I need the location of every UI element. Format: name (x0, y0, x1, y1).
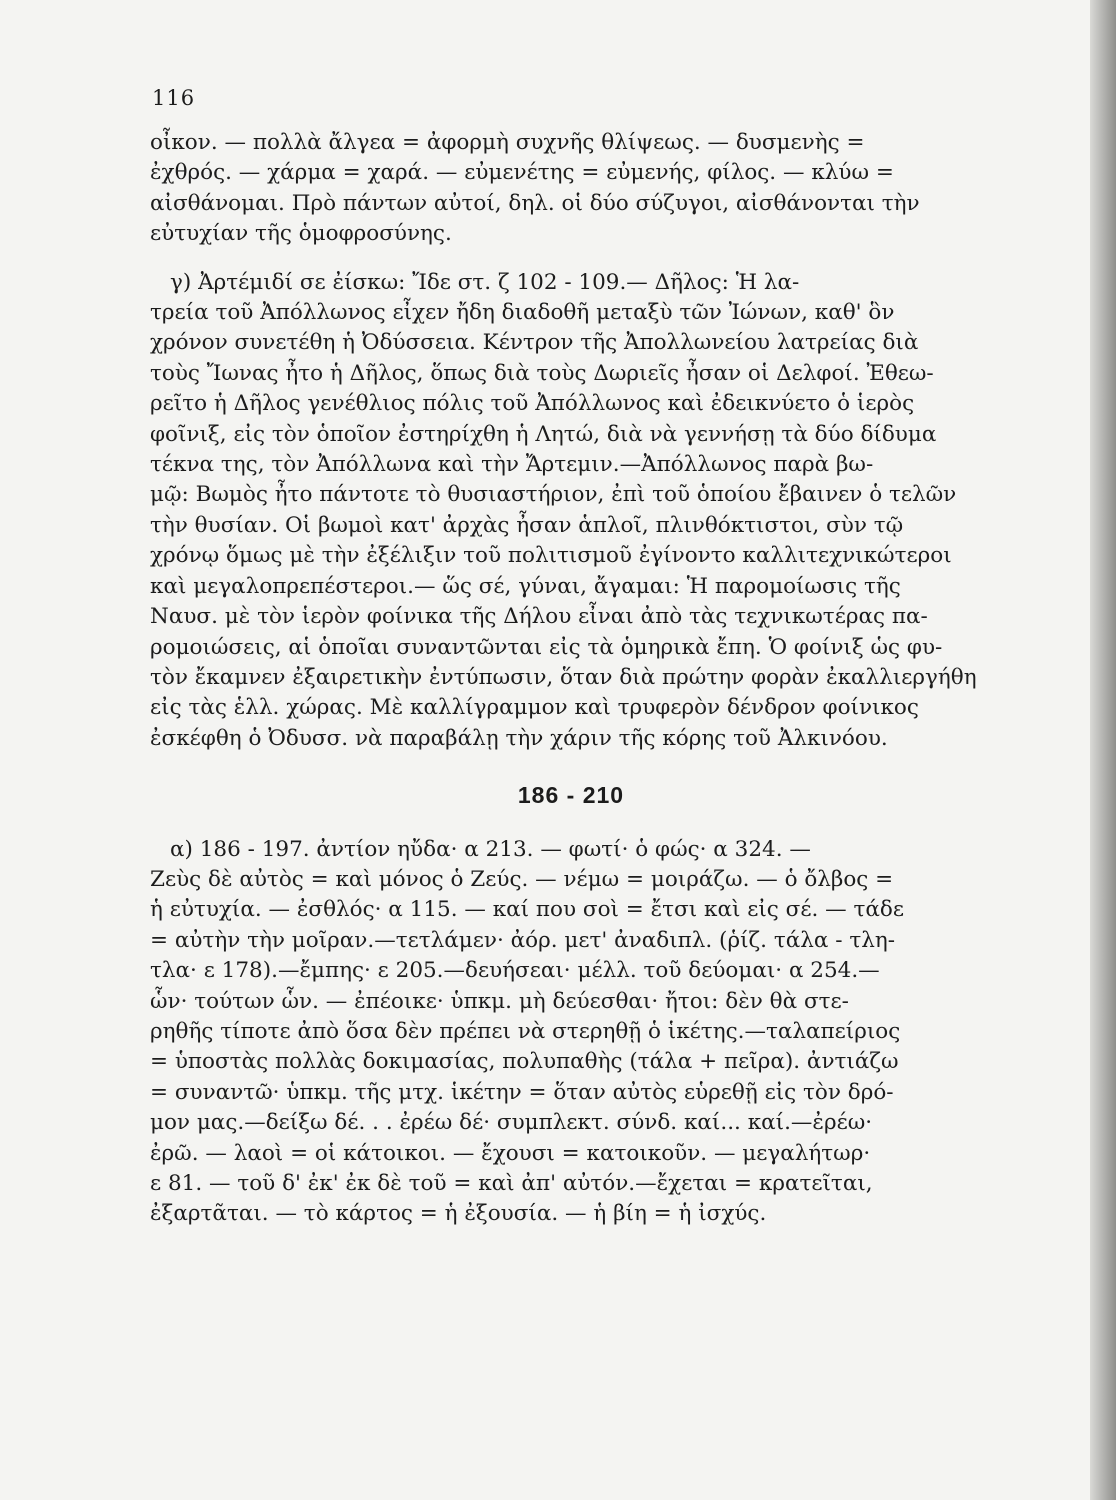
text-line: γ) Ἀρτέμιδί σε ἐίσκω: Ἴδε στ. ζ 102 - 109.— Δῆλος: Ἡ λα- (170, 269, 800, 295)
text-line: ὧν· τούτων ὧν. — ἐπέοικε· ὑπκμ. μὴ δεύεσθαι· ἤτοι: δὲν θὰ στε- (150, 988, 849, 1014)
text-line: = αὐτὴν τὴν μοῖραν.—τετλάμεν· ἀόρ. μετ' ἀναδιπλ. (ῥίζ. τάλα - τλη- (150, 927, 895, 953)
paragraph-2 (150, 268, 992, 755)
text-line: ἐχθρός. — χάρμα = χαρά. — εὐμενέτης = εὐμενής, φίλος. — κλύω = (150, 160, 894, 186)
paragraph-3 (150, 835, 992, 1230)
paragraph-1 (150, 128, 992, 250)
text-line: τοὺς Ἴωνας ἦτο ἡ Δῆλος, ὅπως διὰ τοὺς Δωριεῖς ἦσαν οἱ Δελφοί. Ἐθεω- (150, 360, 934, 386)
section-heading: 186 - 210 (517, 782, 625, 809)
text-line: ρηθῆς τίποτε ἀπὸ ὅσα δὲν πρέπει νὰ στερηθῇ ὁ ἱκέτης.—ταλαπείριος (150, 1018, 901, 1044)
text-line: ρεῖτο ἡ Δῆλος γενέθλιος πόλις τοῦ Ἀπόλλωνος καὶ ἐδεικνύετο ὁ ἱερὸς (150, 391, 915, 417)
text-line: ἡ εὐτυχία. — ἐσθλός· α 115. — καί που σοὶ = ἔτσι καὶ εἰς σέ. — τάδε (150, 897, 904, 923)
page-body (150, 128, 992, 1230)
text-line: αἰσθάνομαι. Πρὸ πάντων αὐτοί, δηλ. οἱ δύο σύζυγοι, αἰσθάνονται τὴν (150, 190, 920, 216)
text-line: ρομοιώσεις, αἱ ὁποῖαι συναντῶνται εἰς τὰ ὁμηρικὰ ἔπη. Ὁ φοίνιξ ὡς φυ- (150, 634, 943, 660)
text-line: α) 186 - 197. ἀντίον ηὔδα· α 213. — φωτί· ὁ φώς· α 324. — (170, 836, 811, 862)
text-line: μον μας.—δείξω δέ. . . ἐρέω δέ· συμπλεκτ. σύνδ. καί... καί.—ἐρέω· (150, 1110, 873, 1136)
text-line: τρεία τοῦ Ἀπόλλωνος εἶχεν ἤδη διαδοθῆ μεταξὺ τῶν Ἰώνων, καθ' ὃν (150, 300, 895, 326)
page-edge-shadow (1090, 0, 1116, 1500)
text-line: τέκνα της, τὸν Ἀπόλλωνα καὶ τὴν Ἄρτεμιν.—Ἀπόλλωνος παρὰ βω- (150, 452, 874, 478)
text-line: ἐξαρτᾶται. — τὸ κάρτος = ἡ ἐξουσία. — ἡ βίη = ἡ ἰσχύς. (150, 1201, 767, 1227)
text-line: εὐτυχίαν τῆς ὁμοφροσύνης. (150, 221, 452, 247)
text-line: χρόνον συνετέθη ἡ Ὀδύσσεια. Κέντρον τῆς Ἀπολλωνείου λατρείας διὰ (150, 330, 919, 356)
text-line: = συναντῶ· ὑπκμ. τῆς μτχ. ἱκέτην = ὅταν αὐτὸς εὑρεθῇ εἰς τὸν δρό- (150, 1079, 894, 1105)
text-line: ἐσκέφθη ὁ Ὀδυσσ. νὰ παραβάλῃ τὴν χάριν τῆς κόρης τοῦ Ἀλκινόου. (150, 725, 888, 751)
text-line: καὶ μεγαλοπρεπέστεροι.— ὥς σέ, γύναι, ἄγαμαι: Ἡ παρομοίωσις τῆς (150, 573, 901, 599)
text-line: ἐρῶ. — λαοὶ = οἱ κάτοικοι. — ἔχουσι = κατοικοῦν. — μεγαλήτωρ· (150, 1140, 871, 1166)
text-line: τὴν θυσίαν. Οἱ βωμοὶ κατ' ἀρχὰς ἦσαν ἁπλοῖ, πλινθόκτιστοι, σὺν τῷ (150, 512, 904, 538)
text-line: οἶκον. — πολλὰ ἄλγεα = ἀφορμὴ συχνῆς θλίψεως. — δυσμενὴς = (150, 130, 865, 155)
text-line: ε 81. — τοῦ δ' ἐκ' ἐκ δὲ τοῦ = καὶ ἀπ' αὐτόν.—ἔχεται = κρατεῖται, (150, 1171, 873, 1196)
text-line: μῷ: Βωμὸς ἦτο πάντοτε τὸ θυσιαστήριον, ἐπὶ τοῦ ὁποίου ἔβαινεν ὁ τελῶν (150, 482, 957, 508)
text-line: τλα· ε 178).—ἔμπης· ε 205.—δευήσεαι· μέλλ. τοῦ δεύομαι· α 254.— (150, 958, 880, 984)
text-line: Ζεὺς δὲ αὐτὸς = καὶ μόνος ὁ Ζεύς. — νέμω = μοιράζω. — ὁ ὄλβος = (150, 866, 894, 892)
text-line: τὸν ἔκαμνεν ἐξαιρετικὴν ἐντύπωσιν, ὅταν διὰ πρώτην φορὰν ἐκαλλιεργήθη (150, 664, 977, 690)
page-number: 116 (152, 86, 196, 110)
text-line: Ναυσ. μὲ τὸν ἱερὸν φοίνικα τῆς Δήλου εἶναι ἀπὸ τὰς τεχνικωτέρας πα- (150, 604, 928, 630)
text-line: εἰς τὰς ἑλλ. χώρας. Μὲ καλλίγραμμον καὶ τρυφερὸν δένδρον φοίνικος (150, 695, 919, 721)
text-line: φοῖνιξ, εἰς τὸν ὁποῖον ἐστηρίχθη ἡ Λητώ, διὰ νὰ γεννήσῃ τὰ δύο δίδυμα (150, 421, 937, 447)
text-line: χρόνῳ ὅμως μὲ τὴν ἐξέλιξιν τοῦ πολιτισμοῦ ἐγίνοντο καλλιτεχνικώτεροι (150, 543, 952, 569)
text-line: = ὑποστὰς πολλὰς δοκιμασίας, πολυπαθὴς (τάλα + πεῖρα). ἀντιάζω (150, 1049, 899, 1075)
